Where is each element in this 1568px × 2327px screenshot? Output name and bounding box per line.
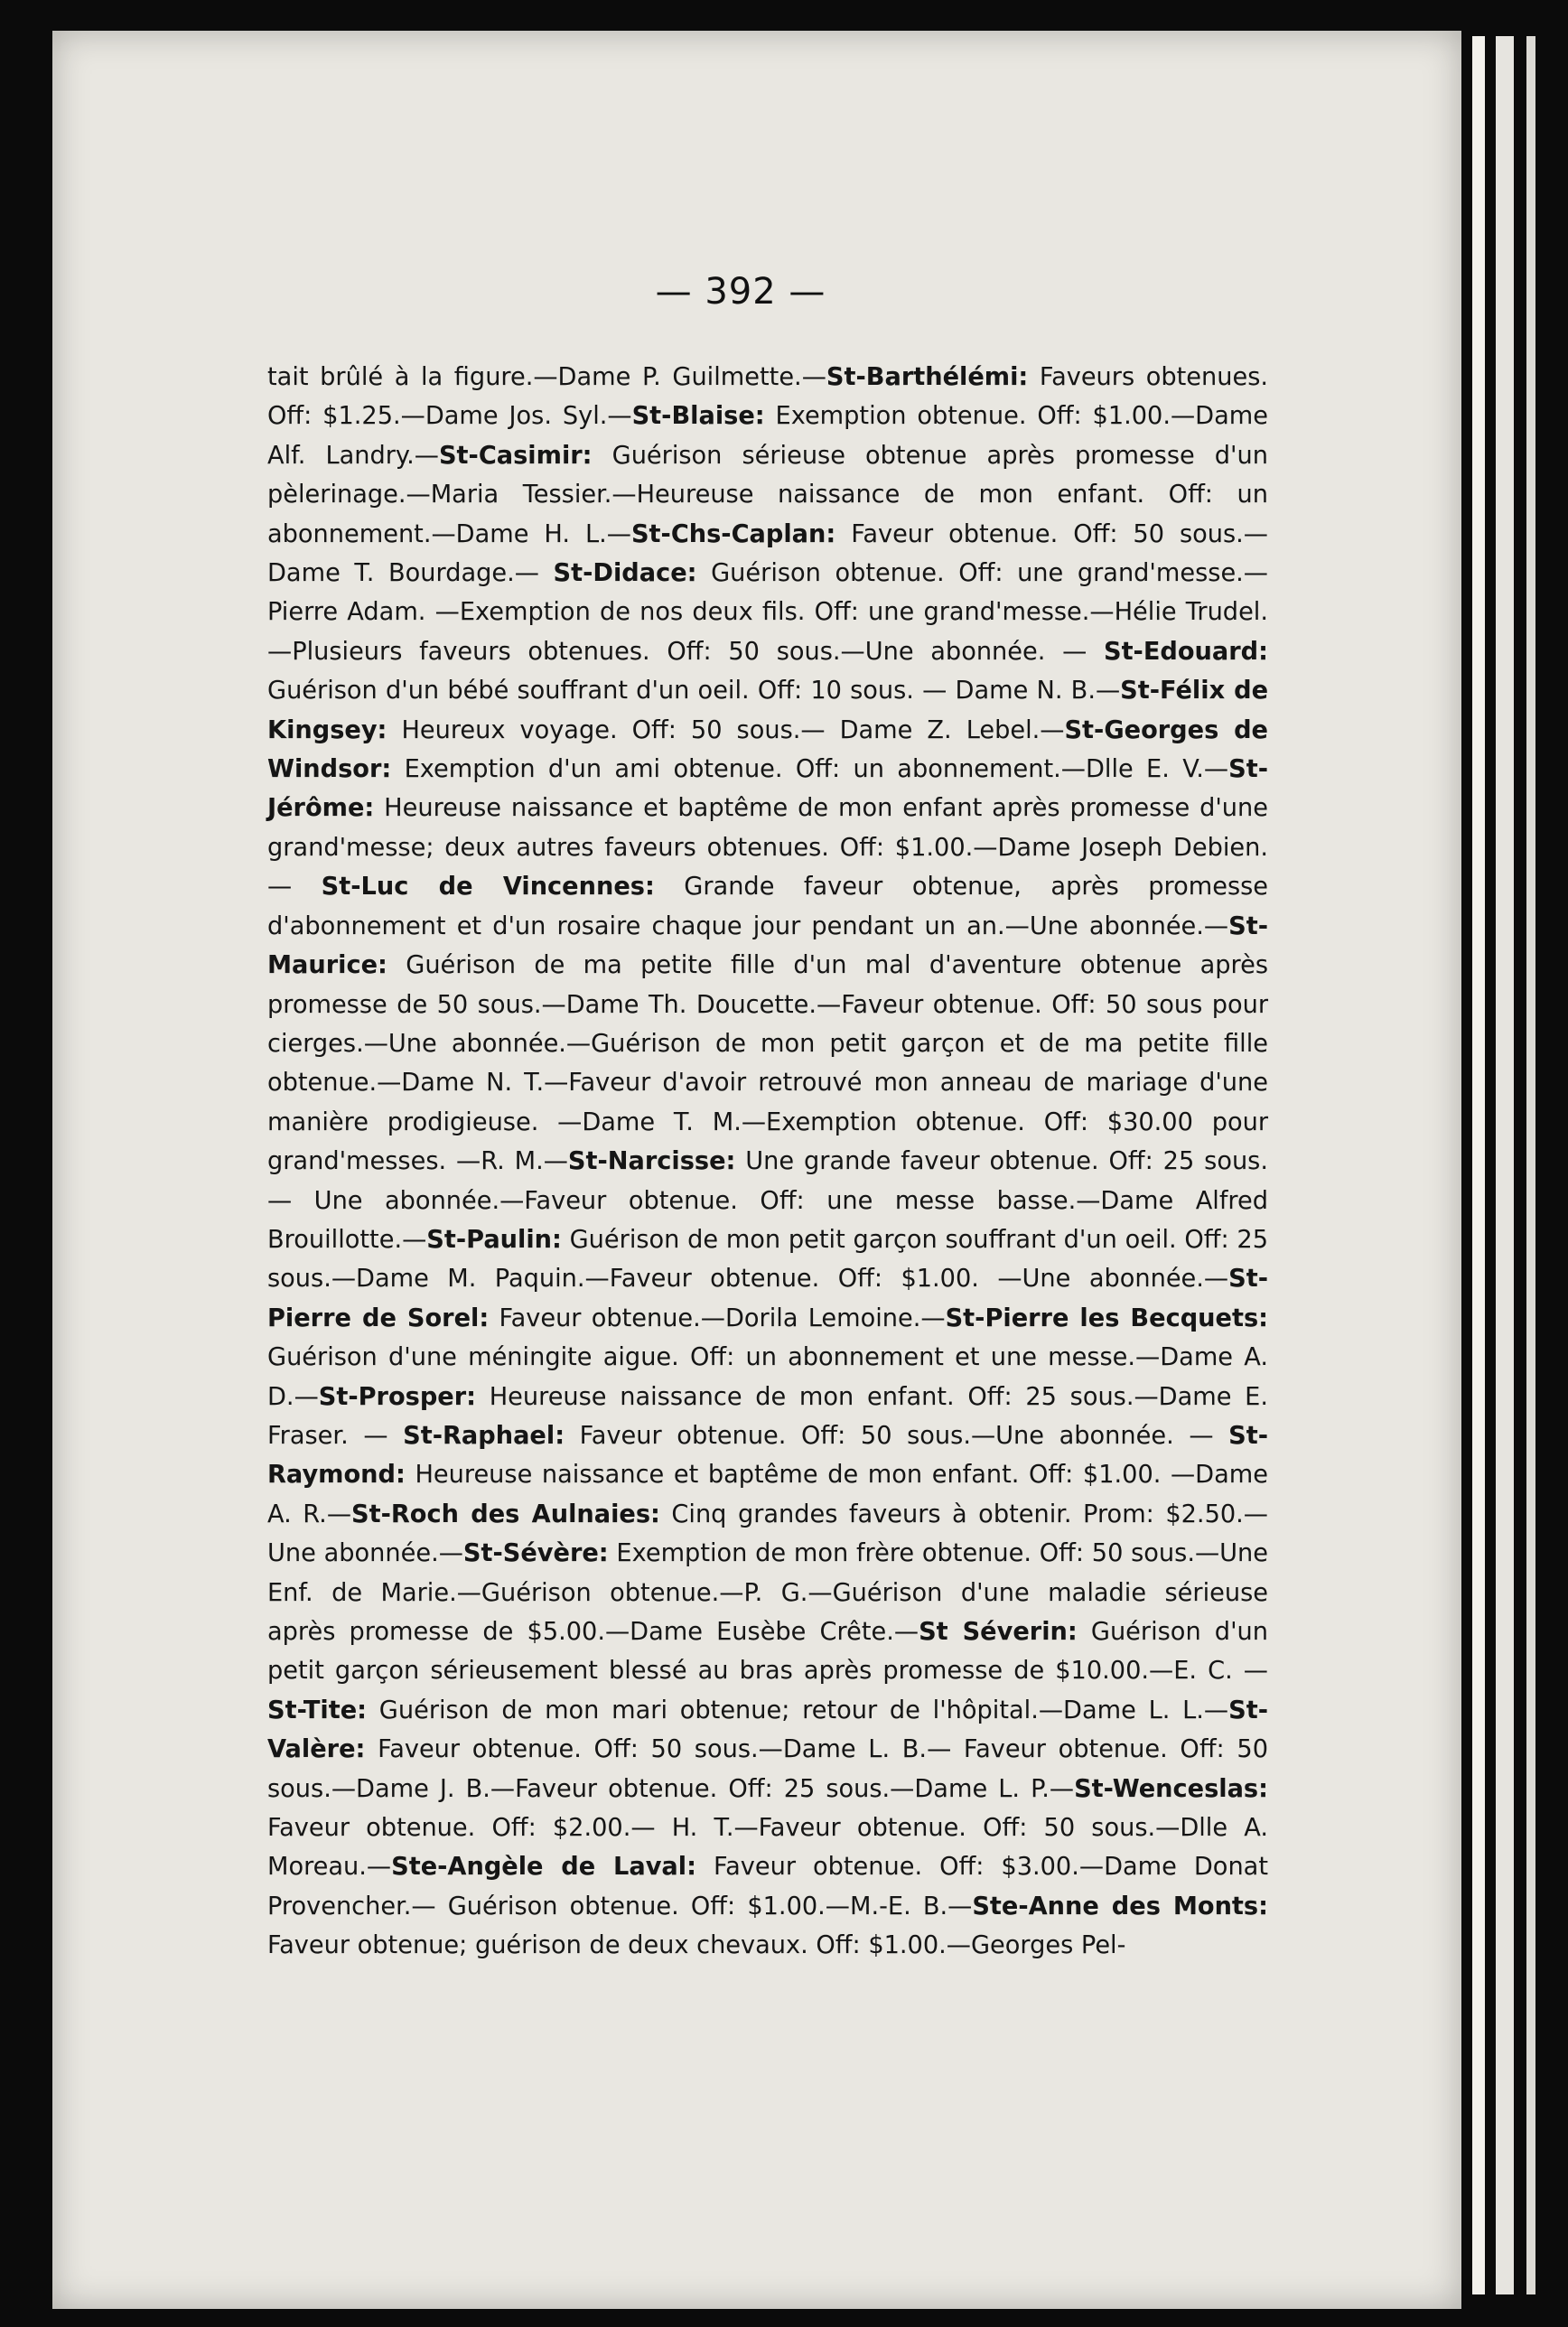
place-name: St-Didace: [553,559,697,588]
place-name: St-Roch des Aulnaies: [351,1500,660,1528]
entry-text: Faveur obtenue. Off: 50 sous.—Dame T. Bourdage.— [267,519,1268,588]
entry-text: Une grande faveur obtenue. Off: 25 sous.— Une abonnée.—Faveur obtenue. Off: une messe basse.—Dame Alfred Brouillotte.— [267,1147,1268,1254]
entry-text: Exemption obtenue. Off: $1.00.—Dame Alf. Landry.— [267,402,1268,470]
entry-text: Guérison sérieuse obtenue après promesse d'un pèlerinage.—Maria Tessier.—Heureuse naissance de mon enfant. Off: un abonnement.—Dame H. L.— [267,441,1268,548]
place-name: St-Tite: [267,1696,368,1724]
body-text [267,358,1268,1966]
entry-text: Guérison de mon mari obtenue; retour de l'hôpital.—Dame L. L.— [367,1696,1229,1724]
entry-text: Faveur obtenue. Off: 50 sous.—Dame L. B.— Faveur obtenue. Off: 50 sous.—Dame J. B.—Faveur obtenue. Off: 25 sous.—Dame L. P.— [267,1735,1268,1803]
place-name: St-Wenceslas: [1074,1774,1268,1803]
entry-text: Guérison de ma petite fille d'un mal d'aventure obtenue après promesse de 50 sous.—Dame Th. Doucette.—Faveur obtenue. Off: 50 sous pour cierges.—Une abonnée.—Guérison de mon petit garçon et de ma petite fille obtenue.—Dame N. T.—Faveur d'avoir retrouvé mon anneau de mariage d'une manière prodigieuse. —Dame T. M.—Exemption obtenue. Off: $30.00 pour grand'messes. —R. M.— [267,951,1268,1176]
entry-text: Heureuse naissance et baptême de mon enfant après promesse d'une grand'messe; deux autres faveurs obtenues. Off: $1.00.—Dame Joseph Debien.— [267,794,1268,902]
entry-text: Guérison obtenue. Off: une grand'messe.—Pierre Adam. —Exemption de nos deux fils. Off: une grand'messe.—Hélie Trudel. —Plusieurs faveurs obtenues. Off: 50 sous.—Une abonnée. — [267,559,1268,666]
page-number: — 392 — [655,271,826,313]
place-name: St-Pierre de Sorel: [267,1265,1268,1332]
place-name: St-Félix de Kingsey: [267,677,1269,744]
place-name: St-Prosper: [318,1382,477,1411]
place-name: St-Edouard: [1103,637,1268,666]
entry-text: Heureuse naissance de mon enfant. Off: 25 sous.—Dame E. Fraser. — [267,1382,1268,1450]
place-name: St-Raymond: [267,1421,1268,1490]
page-edge [1526,36,1535,2294]
place-name: Ste-Anne des Monts: [972,1892,1268,1920]
entry-text: Guérison d'un bébé souffrant d'un oeil. Off: 10 sous. — Dame N. B.— [267,677,1121,706]
entry-text: Guérison de mon petit garçon souffrant d'un oeil. Off: 25 sous.—Dame M. Paquin.—Faveur obtenue. Off: $1.00. —Une abonnée.— [267,1225,1268,1294]
place-name: St-Barthélémi: [826,363,1029,391]
place-name: St-Georges de Windsor: [267,715,1268,784]
page-edge [1472,36,1485,2294]
entry-text: tait brûlé à la figure.—Dame P. Guilmette.— [267,363,826,391]
place-name: St-Sévère: [462,1539,609,1568]
place-name: St-Chs-Caplan: [630,519,836,548]
place-name: St-Blaise: [631,402,765,431]
place-name: Ste-Angèle de Laval: [391,1853,696,1882]
entry-text: Faveur obtenue; guérison de deux chevaux. Off: $1.00.—Georges Pel- [267,1931,1126,1960]
place-name: St-Casimir: [438,441,593,470]
page-edge [1496,36,1514,2294]
entry-text: Faveur obtenue. Off: 50 sous.—Une abonnée. — [565,1421,1229,1450]
place-name: St-Jérôme: [267,755,1268,823]
entry-text: Faveurs obtenues. Off: $1.25.—Dame Jos. Syl.— [267,363,1269,431]
entry-text: Faveur obtenue. Off: $3.00.—Dame Donat Provencher.— Guérison obtenue. Off: $1.00.—M.-E. B.— [267,1853,1268,1920]
place-name: St-Paulin: [426,1225,562,1254]
place-name: St-Raphael: [403,1421,565,1450]
entry-text: Heureuse naissance et baptême de mon enfant. Off: $1.00. —Dame A. R.— [267,1461,1268,1528]
place-name: St-Maurice: [267,911,1268,980]
place-name: St-Pierre les Becquets: [945,1304,1269,1332]
entry-text: Guérison d'un petit garçon sérieusement blessé au bras après promesse de $10.00.—E. C. — [267,1618,1269,1686]
place-name: St Séverin: [919,1618,1078,1646]
entry-text: Heureux voyage. Off: 50 sous.— Dame Z. Lebel.— [387,715,1065,744]
entry-text: Exemption d'un ami obtenue. Off: un abonnement.—Dlle E. V.— [391,755,1229,784]
place-name: St-Luc de Vincennes: [321,873,655,902]
entry-text: Guérison d'une méningite aigue. Off: un abonnement et une messe.—Dame A. D.— [267,1343,1268,1411]
entry-text: Cinq grandes faveurs à obtenir. Prom: $2.50.—Une abonnée.— [267,1500,1268,1568]
entry-text: Exemption de mon frère obtenue. Off: 50 sous.—Une Enf. de Marie.—Guérison obtenue.—P. G.—Guérison d'une maladie sérieuse après promesse de $5.00.—Dame Eusèbe Crête.— [267,1539,1268,1646]
entry-text: Faveur obtenue. Off: $2.00.— H. T.—Faveur obtenue. Off: 50 sous.—Dlle A. Moreau.— [267,1814,1268,1882]
entry-text: Grande faveur obtenue, après promesse d'abonnement et d'un rosaire chaque jour pendant un an.—Une abonnée.— [267,873,1269,940]
place-name: St-Narcisse: [567,1147,736,1176]
place-name: St-Valère: [267,1696,1268,1764]
entry-text: Faveur obtenue.—Dorila Lemoine.— [489,1304,946,1332]
